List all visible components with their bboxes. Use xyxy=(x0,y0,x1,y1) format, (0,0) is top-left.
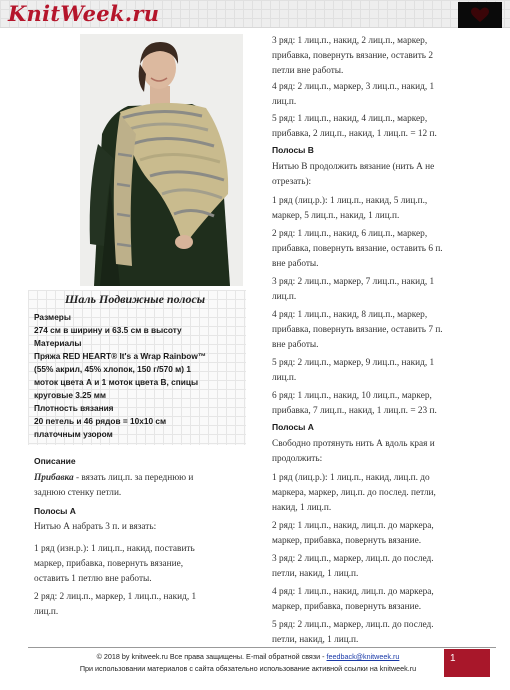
increase-line: заднюю стенку петли. xyxy=(34,488,122,498)
row-line: петли, накид, 1 лиц.п. xyxy=(272,569,359,579)
row-line: 1 ряд (лиц.р.): 1 лиц.п., накид, лиц.п. до xyxy=(272,473,430,483)
shawl-photo xyxy=(80,34,243,286)
site-header xyxy=(0,0,510,28)
row-line: прибавка, повернуть вязание, оставить 6 п. xyxy=(272,244,443,254)
row-line: прибавка, повернуть вязание, оставить 2 xyxy=(272,51,433,61)
heart-icon xyxy=(470,7,490,23)
cast-on-instruction: Нитью А набрать 3 п. и вязать: xyxy=(34,522,157,532)
row-line: 2 ряд: 1 лиц.п., накид, 6 лиц.п., маркер, xyxy=(272,229,428,239)
row-line: вне работы. xyxy=(272,259,319,269)
row-line: маркер, прибавка, повернуть вязание. xyxy=(272,602,422,612)
row-line: маркера, маркер, лиц.п. до послед. петли, xyxy=(272,488,436,498)
row-line: 1 ряд (лиц.р.): 1 лиц.п., накид, 5 лиц.п., xyxy=(272,196,428,206)
spec-line: круговые 3.25 мм xyxy=(34,390,106,400)
spec-line: Материалы xyxy=(34,338,82,348)
spec-line: Пряжа RED HEART® It's a Wrap Rainbow™ xyxy=(34,351,207,361)
row-line: прибавка, 7 лиц.п., накид, 1 лиц.п. = 23 п. xyxy=(272,406,437,416)
row-line: прибавка, повернуть вязание, оставить 7 п. xyxy=(272,325,443,335)
spec-line: 274 см в ширину и 63.5 см в высоту xyxy=(34,325,182,335)
row-line: накид, 1 лиц.п. xyxy=(272,503,332,513)
row-line: 4 ряд: 1 лиц.п., накид, лиц.п. до маркера, xyxy=(272,587,434,597)
copyright-line xyxy=(38,652,458,661)
row-line: 3 ряд: 2 лиц.п., маркер, 7 лиц.п., накид, 1 xyxy=(272,277,435,287)
feedback-email-link[interactable]: feedback@knitweek.ru xyxy=(326,652,400,661)
row-line: петли вне работы. xyxy=(272,66,344,76)
row-line: маркер, 5 лиц.п., накид, 1 лиц.п. xyxy=(272,211,400,221)
row-line: 3 ряд: 1 лиц.п., накид, 2 лиц.п., маркер, xyxy=(272,36,428,46)
page-number-box xyxy=(444,649,490,677)
stripes-a2-heading: Полосы А xyxy=(272,422,314,432)
copyright-text: © 2018 by knitweek.ru Все права защищены. E-mail обратной связи - xyxy=(96,652,327,661)
usage-notice: При использовании материалов с сайта обязательно использование активной ссылки на knitweek.ru xyxy=(79,664,417,673)
row-line: отрезать): xyxy=(272,177,312,187)
row-line: лиц.п. xyxy=(272,373,297,383)
row-line: 5 ряд: 1 лиц.п., накид, 4 лиц.п., маркер, xyxy=(272,114,428,124)
row-line: прибавка, 2 лиц.п., накид, 1 лиц.п. = 12 п. xyxy=(272,129,437,139)
row-line: лиц.п. xyxy=(272,97,297,107)
row-line: 4 ряд: 2 лиц.п., маркер, 3 лиц.п., накид, 1 xyxy=(272,82,435,92)
row-line: 2 ряд: 1 лиц.п., накид, лиц.п. до маркера, xyxy=(272,521,434,531)
increase-definition xyxy=(34,471,193,486)
row-line: 6 ряд: 1 лиц.п., накид, 10 лиц.п., маркер, xyxy=(272,391,432,401)
row-line: петли, накид, 1 лиц.п. xyxy=(272,635,359,645)
spec-line: платочным узором xyxy=(34,429,113,439)
spec-line: (55% акрил, 45% хлопок, 150 г/570 м) 1 xyxy=(34,364,191,374)
row-line: лиц.п. xyxy=(34,607,59,617)
site-logo[interactable]: KnitWeek.ru xyxy=(8,1,160,26)
row-line: лиц.п. xyxy=(272,292,297,302)
row-line: 5 ряд: 2 лиц.п., маркер, лиц.п. до послед. xyxy=(272,620,434,630)
row-line: оставить 1 петлю вне работы. xyxy=(34,574,152,584)
stripes-a-heading: Полосы А xyxy=(34,506,76,516)
description-heading: Описание xyxy=(34,456,76,466)
increase-line: - вязать лиц.п. за переднюю и xyxy=(73,473,194,483)
pattern-title: Шаль Подвижные полосы xyxy=(64,292,206,306)
row-line: Свободно протянуть нить А вдоль края и xyxy=(272,439,435,449)
stripes-b-heading: Полосы В xyxy=(272,145,314,155)
row-line: вне работы. xyxy=(272,340,319,350)
row-line: продолжить: xyxy=(272,454,323,464)
page-footer xyxy=(28,647,496,680)
row-line: 1 ряд (изн.р.): 1 лиц.п., накид, поставить xyxy=(34,544,195,554)
row-line: 2 ряд: 2 лиц.п., маркер, 1 лиц.п., накид, 1 xyxy=(34,592,197,602)
row-line: 4 ряд: 1 лиц.п., накид, 8 лиц.п., маркер, xyxy=(272,310,428,320)
row-line: 3 ряд: 2 лиц.п., маркер, лиц.п. до послед. xyxy=(272,554,434,564)
row-line: маркер, прибавка, повернуть вязание, xyxy=(34,559,184,569)
spec-line: Размеры xyxy=(34,312,71,322)
row-line: маркер, прибавка, повернуть вязание. xyxy=(272,536,422,546)
row-line: Нитью В продолжить вязание (нить А не xyxy=(272,162,435,172)
row-line: 5 ряд: 2 лиц.п., маркер, 9 лиц.п., накид, 1 xyxy=(272,358,435,368)
spec-line: моток цвета А и 1 моток цвета В, спицы xyxy=(34,377,199,387)
increase-term: Прибавка xyxy=(34,473,74,483)
page-number: 1 xyxy=(450,653,456,664)
spec-line: 20 петель и 46 рядов = 10x10 см xyxy=(34,416,167,426)
heart-logo-box xyxy=(458,2,502,28)
spec-line: Плотность вязания xyxy=(34,403,114,413)
